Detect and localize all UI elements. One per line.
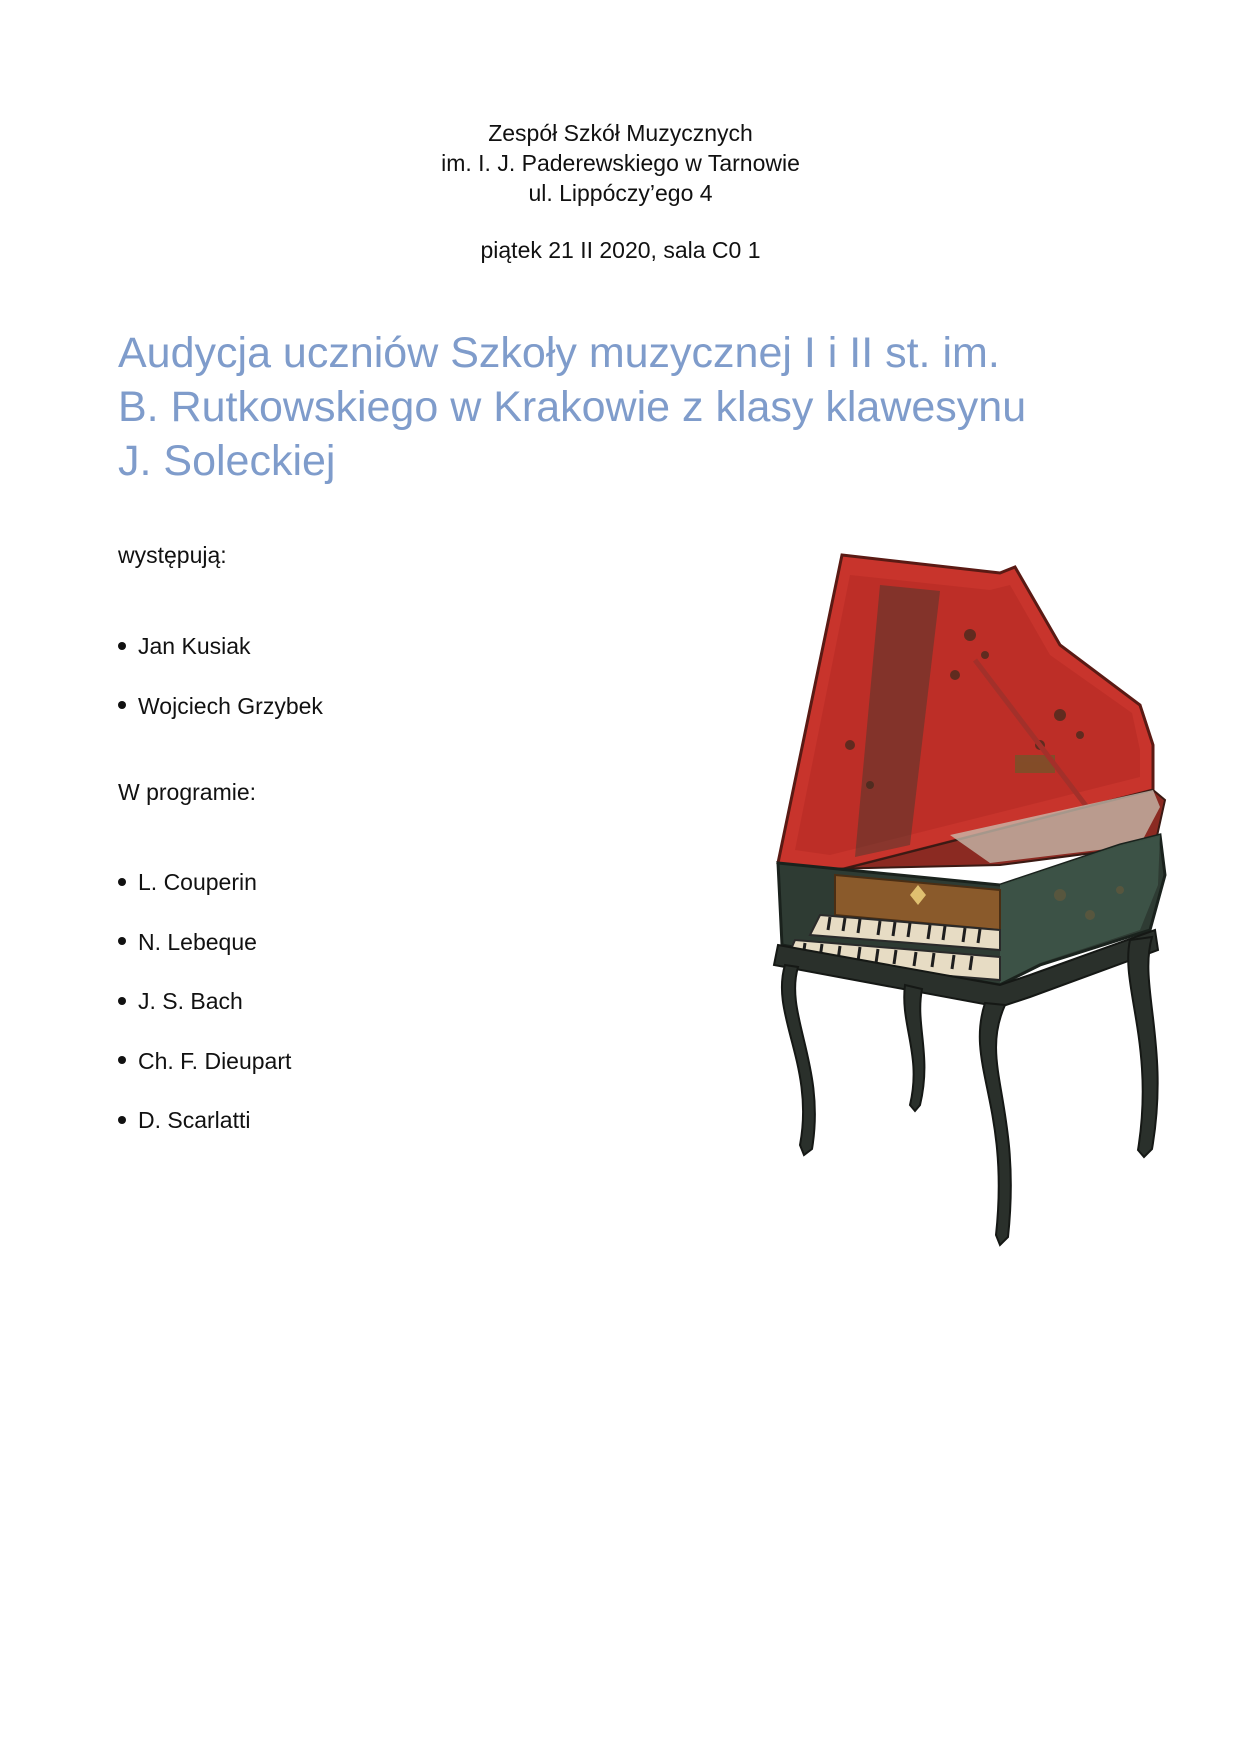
bullet-icon (118, 997, 126, 1005)
school-patron: im. I. J. Paderewskiego w Tarnowie (441, 150, 800, 176)
composer-name: L. Couperin (138, 869, 257, 895)
harpsichord-image (760, 545, 1200, 1265)
program-label: W programie: (118, 779, 257, 805)
list-item (118, 869, 291, 929)
list-item (118, 693, 323, 753)
composer-name: D. Scarlatti (138, 1107, 251, 1133)
event-date: piątek 21 II 2020, sala C0 1 (480, 237, 761, 263)
school-name: Zespół Szkół Muzycznych (488, 120, 753, 146)
list-item (118, 1048, 291, 1108)
title-line-1: Audycja uczniów Szkoły muzycznej I i II st. im. (118, 329, 1000, 377)
bullet-icon (118, 878, 126, 886)
list-item (118, 1107, 291, 1167)
performers-label: występują: (118, 542, 227, 568)
composer-name: Ch. F. Dieupart (138, 1047, 292, 1074)
bullet-icon (118, 937, 126, 945)
bullet-icon (118, 701, 126, 709)
bullet-icon (118, 1056, 126, 1064)
performer-name: Wojciech Grzybek (138, 692, 323, 719)
title-line-2: B. Rutkowskiego w Krakowie z klasy klawesynu (118, 383, 1027, 431)
bullet-icon (118, 642, 126, 650)
school-header (0, 118, 1241, 208)
composer-name: J. S. Bach (138, 988, 243, 1014)
list-item (118, 988, 291, 1048)
school-address: ul. Lippóczy’ego 4 (528, 180, 713, 206)
program-list (118, 869, 291, 1167)
bullet-icon (118, 1116, 126, 1124)
performer-name: Jan Kusiak (138, 633, 251, 659)
composer-name: N. Lebeque (138, 928, 257, 955)
list-item (118, 633, 323, 693)
title-line-3: J. Soleckiej (118, 437, 336, 485)
performers-list (118, 633, 323, 752)
page-title (118, 326, 1168, 488)
list-item (118, 929, 291, 989)
